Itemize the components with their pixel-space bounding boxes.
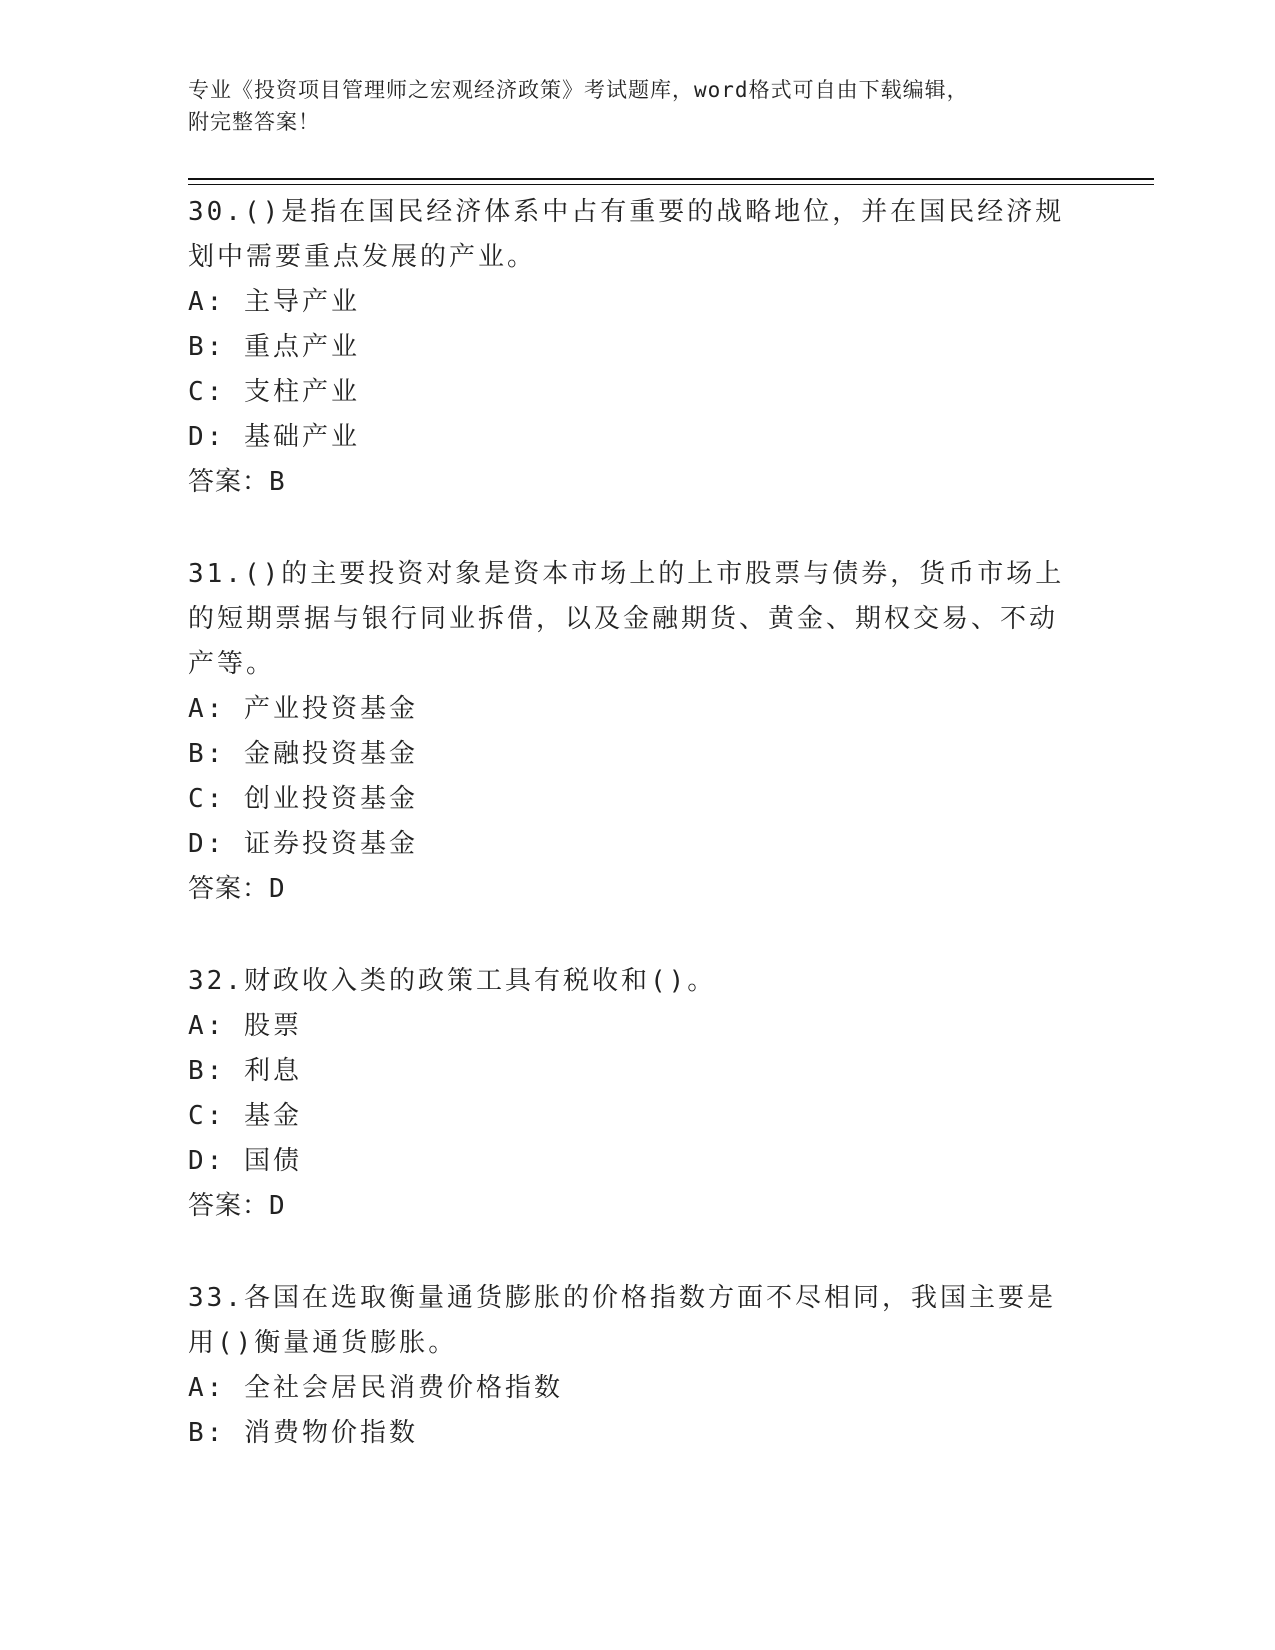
question-stem: 31.()的主要投资对象是资本市场上的上市股票与债券，货币市场上的短期票据与银行同业拆借，以及金融期货、黄金、期权交易、不动产等。: [188, 559, 1065, 679]
answer-text: 答案：B: [188, 467, 286, 497]
answer-text: 答案：D: [188, 874, 286, 904]
option-a: A: 产业投资基金: [188, 694, 418, 724]
option-c: C: 创业投资基金: [188, 784, 418, 814]
question-stem: 32.财政收入类的政策工具有税收和()。: [188, 966, 717, 996]
option-a: A: 主导产业: [188, 287, 360, 317]
question-spacer: [188, 505, 1088, 552]
header-divider-thick: [188, 178, 1154, 180]
option-d: D: 证券投资基金: [188, 829, 418, 859]
option-a: A: 股票: [188, 1011, 302, 1041]
option-c: C: 基金: [188, 1101, 302, 1131]
header-divider-thin: [188, 184, 1154, 185]
option-c: C: 支柱产业: [188, 377, 360, 407]
option-b: B: 金融投资基金: [188, 739, 418, 769]
answer-text: 答案：D: [188, 1191, 286, 1221]
header-line-2: 附完整答案！: [188, 110, 320, 134]
question-33: [188, 1276, 1088, 1456]
question-31: [188, 552, 1088, 912]
option-b: B: 利息: [188, 1056, 302, 1086]
question-30: [188, 190, 1088, 505]
option-d: D: 基础产业: [188, 422, 360, 452]
question-list: [188, 190, 1088, 1456]
question-spacer: [188, 1229, 1088, 1276]
document-header: [188, 74, 1068, 138]
header-line-1: 专业《投资项目管理师之宏观经济政策》考试题库，word格式可自由下载编辑，: [188, 78, 969, 102]
question-stem: 33.各国在选取衡量通货膨胀的价格指数方面不尽相同，我国主要是用()衡量通货膨胀。: [188, 1283, 1056, 1358]
question-stem: 30.()是指在国民经济体系中占有重要的战略地位，并在国民经济规划中需要重点发展的产业。: [188, 197, 1065, 272]
option-b: B: 重点产业: [188, 332, 360, 362]
option-b: B: 消费物价指数: [188, 1418, 418, 1448]
option-d: D: 国债: [188, 1146, 302, 1176]
option-a: A: 全社会居民消费价格指数: [188, 1373, 563, 1403]
question-32: [188, 959, 1088, 1229]
question-spacer: [188, 912, 1088, 959]
